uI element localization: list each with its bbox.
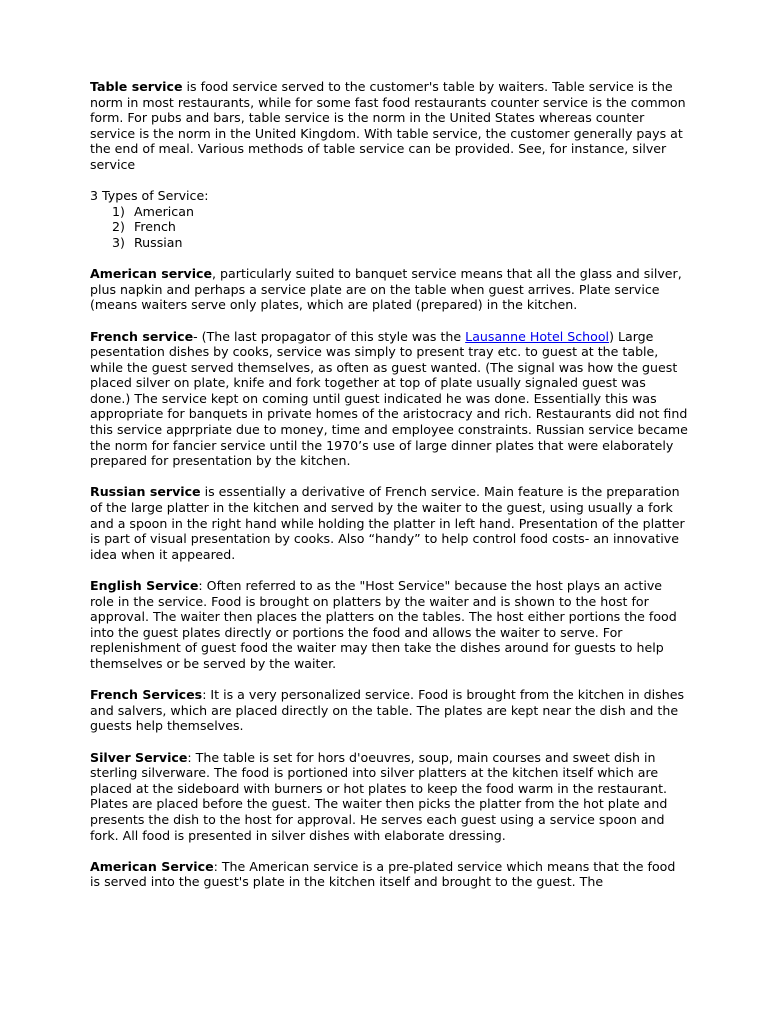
table-service-term: Table service [90, 79, 183, 94]
list-item-label: American [134, 203, 194, 219]
american-service-2-paragraph [90, 859, 688, 890]
list-item-label: French [134, 219, 176, 235]
french-service-lead: - (The last propagator of this style was the [193, 328, 466, 344]
list-item-label: Russian [134, 234, 183, 250]
list-item-number: 1) [112, 203, 125, 219]
american-service-text: , particularly suited to banquet service means that all the glass and silver, plus napkin and perhaps a service plate are on the table when guest arrives. Plate service (means waiters serve only plates, which are plated (prepared) in the kitchen. [90, 266, 682, 313]
english-service-text: : Often referred to as the "Host Service" because the host plays an active role in the service. Food is brought on platters by the waiter and is shown to the host for approval. The waiter then places the platters on the tables. The host either portions the food into the guest plates directly or portions the food and allows the waiter to serve. For replenishment of guest food the waiter may then take the dishes around for guests to help themselves or be served by the waiter. [90, 578, 677, 671]
french-services-text: : It is a very personalized service. Food is brought from the kitchen in dishes and salvers, which are placed directly on the table. The plates are kept near the dish and the guests help themselves. [90, 687, 685, 734]
list-item-number: 3) [112, 234, 125, 250]
english-service-term: English Service [90, 578, 199, 593]
types-intro: 3 Types of Service: [90, 188, 209, 204]
silver-service-term: Silver Service [90, 749, 188, 765]
russian-service-text: is essentially a derivative of French service. Main feature is the preparation of the large platter in the kitchen and served by the waiter to the guest, using usually a fork and a spoon in the right hand while holding the platter in left hand. Presentation of the platter is part of visual presentation by cooks. Also “handy” to help control food costs- an innovative idea when it appeared. [90, 484, 685, 562]
list-item [112, 235, 688, 251]
english-service-paragraph [90, 578, 688, 672]
russian-service-paragraph [90, 484, 688, 562]
list-item [112, 204, 688, 220]
list-item-number: 2) [112, 219, 125, 235]
french-service-paragraph [90, 329, 688, 469]
french-services-paragraph [90, 687, 688, 734]
french-service-term: French service [90, 328, 194, 344]
silver-service-paragraph [90, 750, 688, 844]
silver-service-text: : The table is set for hors d'oeuvres, soup, main courses and sweet dish in sterling silverware. The food is portioned into silver platters at the kitchen itself which are placed at the sideboard with burners or hot plates to keep the food warm in the restaurant. Plates are placed before the guest. The waiter then picks the platter from the hot plate and presents the dish to the host for approval. He serves each guest using a service spoon and fork. All food is presented in silver dishes with elaborate dressing. [90, 749, 668, 843]
french-service-text: ) Large pesentation dishes by cooks, service was simply to present tray etc. to guest at the table, while the guest served themselves, as often as guest wanted. (The signal was how the guest placed silver on plate, knife and fork together at top of plate usually signaled guest was done.) The service kept on coming until guest indicated he was done. Essentially this was appropriate for banquets in private homes of the aristocracy and rich. Restaurants did not find this service apprpriate due to money, time and employee constraints. Russian service became the norm for fancier service until the 1970’s use of large dinner plates that were elaborately prepared for presentation by the kitchen. [90, 328, 688, 469]
types-list [90, 204, 688, 251]
lausanne-hotel-school-link[interactable]: Lausanne Hotel School [465, 328, 610, 344]
french-services-term: French Services [90, 687, 203, 703]
american-service-paragraph [90, 266, 688, 313]
american-service-term: American service [90, 266, 213, 282]
russian-service-term: Russian service [90, 484, 201, 500]
table-service-paragraph [90, 79, 688, 173]
american-service-2-text: : The American service is a pre-plated service which means that the food is served into the guest's plate in the kitchen itself and brought to the guest. The [90, 858, 676, 890]
list-item [112, 219, 688, 235]
table-service-text: is food service served to the customer's table by waiters. Table service is the norm in most restaurants, while for some fast food restaurants counter service is the common form. For pubs and bars, table service is the norm in the United States whereas counter service is the norm in the United Kingdom. With table service, the customer generally pays at the end of meal. Various methods of table service can be provided. See, for instance, silver service [90, 79, 686, 172]
american-service-2-term: American Service [90, 858, 214, 874]
